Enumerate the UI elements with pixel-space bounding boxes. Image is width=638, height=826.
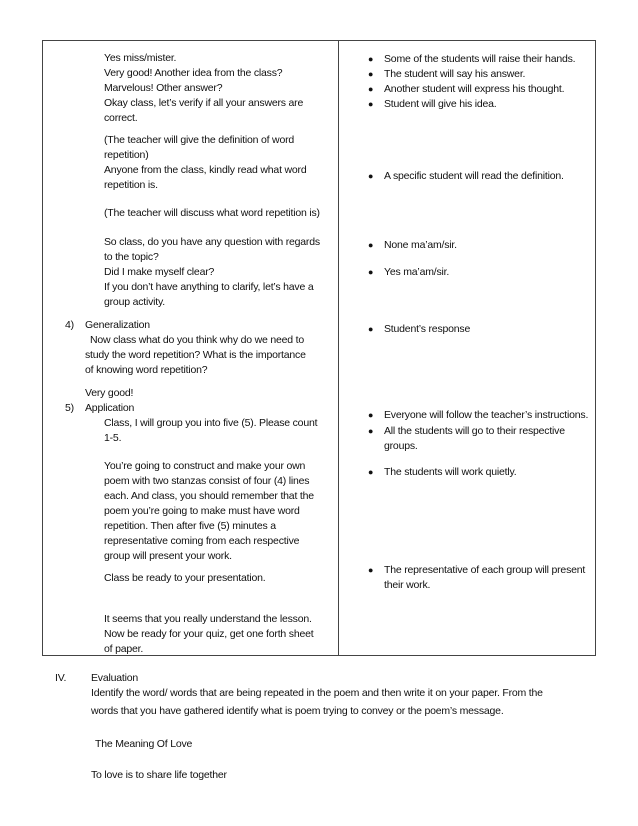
generalization-block <box>85 333 306 378</box>
bullet-icon: ● <box>368 267 374 277</box>
ready-line: Class be ready to your presentation. <box>104 572 266 584</box>
text-line: Now be ready for your quiz, get one forth sheet <box>104 628 314 640</box>
text-line: each. And class, you should remember that the <box>104 490 314 502</box>
text-line: poem you’re going to make must have word <box>104 505 300 517</box>
application-construct-block <box>104 459 314 564</box>
bullet-text: Some of the students will raise their hands. <box>384 53 576 65</box>
text-line: Yes miss/mister. <box>104 52 177 64</box>
bullet-text: Another student will express his thought. <box>384 83 565 95</box>
bullet-icon: ● <box>368 84 374 94</box>
text-line: Okay class, let’s verify if all your answers are <box>104 97 304 109</box>
evaluation-title: Evaluation <box>91 672 139 684</box>
text-line: You’re going to construct and make your own <box>104 460 306 472</box>
teacher-definition-block <box>104 133 306 193</box>
bullet-icon: ● <box>368 69 374 79</box>
bullet-icon: ● <box>368 565 374 575</box>
text-line: Marvelous! Other answer? <box>104 82 223 94</box>
bullet-icon: ● <box>368 467 374 477</box>
text-line: poem with two stanzas consist of four (4) lines <box>104 475 310 487</box>
bullet-icon: ● <box>368 240 374 250</box>
text-line: (The teacher will discuss what word repetition is) <box>104 207 320 219</box>
text-line: So class, do you have any question with regards <box>104 236 320 248</box>
evaluation-instruction-line: Identify the word/ words that are being repeated in the poem and then write it on your paper. From the <box>91 687 543 699</box>
poem-title: The Meaning Of Love <box>95 738 193 750</box>
bullet-text: Yes ma’am/sir. <box>384 266 450 278</box>
text-line: 1-5. <box>104 432 122 444</box>
text-line: Now class what do you think why do we need to <box>90 334 304 346</box>
bullet-icon: ● <box>368 426 374 436</box>
bullet-icon: ● <box>368 171 374 181</box>
bullet-text-continued: their work. <box>384 579 431 591</box>
text-line: (The teacher will give the definition of word <box>104 134 295 146</box>
evaluation-numeral: IV. <box>55 672 67 684</box>
bullet-text: None ma’am/sir. <box>384 239 457 251</box>
text-line: correct. <box>104 112 138 124</box>
text-line: If you don’t have anything to clarify, let’s have a <box>104 281 314 293</box>
bullet-icon: ● <box>368 99 374 109</box>
column-divider <box>338 41 339 655</box>
evaluation-instruction-line: words that you have gathered identify what is poem trying to convey or the poem’s message. <box>91 705 504 717</box>
bullet-text: A specific student will read the definition. <box>384 170 564 182</box>
generalization-title: Generalization <box>85 319 150 331</box>
text-line: repetition) <box>104 149 149 161</box>
text-line: Did I make myself clear? <box>104 266 215 278</box>
bullet-text: The representative of each group will present <box>384 564 586 576</box>
text-line: of knowing word repetition? <box>85 364 208 376</box>
application-title: Application <box>85 402 135 414</box>
teacher-intro-block <box>104 51 303 126</box>
text-line: representative coming from each respective <box>104 535 300 547</box>
text-line: study the word repetition? What is the importance <box>85 349 306 361</box>
text-line: It seems that you really understand the lesson. <box>104 613 312 625</box>
bullet-text: Everyone will follow the teacher’s instructions. <box>384 409 589 421</box>
very-good-line: Very good! <box>85 387 134 399</box>
poem-first-line: To love is to share life together <box>91 769 227 781</box>
bullet-text-continued: groups. <box>384 440 418 452</box>
text-line: group activity. <box>104 296 165 308</box>
bullet-icon: ● <box>368 54 374 64</box>
text-line: repetition. Then after five (5) minutes a <box>104 520 276 532</box>
closing-block <box>104 612 313 657</box>
application-number: 5) <box>65 402 74 414</box>
teacher-question-block <box>104 235 320 310</box>
teacher-discuss-line <box>104 206 320 221</box>
generalization-number: 4) <box>65 319 74 331</box>
bullet-icon: ● <box>368 324 374 334</box>
application-group-block <box>104 416 317 446</box>
text-line: Anyone from the class, kindly read what word <box>104 164 307 176</box>
bullet-text: The students will work quietly. <box>384 466 517 478</box>
text-line: of paper. <box>104 643 144 655</box>
text-line: repetition is. <box>104 179 158 191</box>
text-line: Class, I will group you into five (5). Please count <box>104 417 318 429</box>
text-line: Very good! Another idea from the class? <box>104 67 283 79</box>
text-line: to the topic? <box>104 251 159 263</box>
bullet-text: The student will say his answer. <box>384 68 526 80</box>
bullet-text: All the students will go to their respective <box>384 425 565 437</box>
bullet-text: Student’s response <box>384 323 471 335</box>
lesson-table <box>42 40 596 656</box>
bullet-text: Student will give his idea. <box>384 98 497 110</box>
text-line: group will present your work. <box>104 550 232 562</box>
bullet-icon: ● <box>368 410 374 420</box>
